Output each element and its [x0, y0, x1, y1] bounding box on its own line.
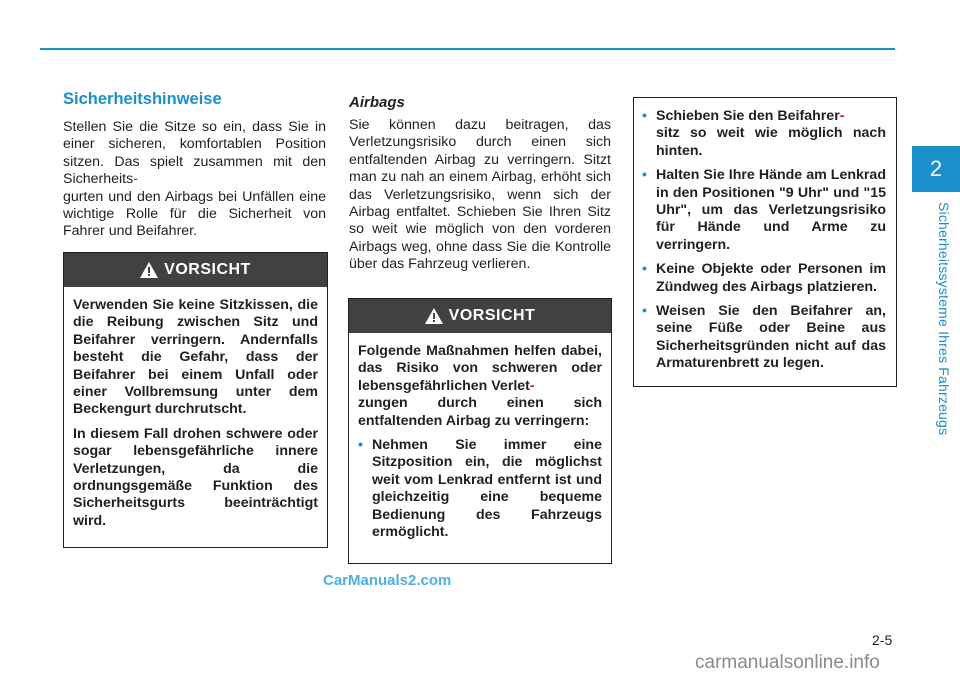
caution-header [64, 253, 327, 287]
section-title: Sicherheitshinweise [63, 90, 222, 108]
list-item: • Weisen Sie den Beifahrer an, seine Füße oder Beine aus Sicherheitsgründen nicht auf das Armaturenbrett zu legen. [642, 303, 886, 372]
section-title: Airbags [349, 94, 405, 111]
caution-paragraph: Verwenden Sie keine Sitzkissen, die die Reibung zwischen Sitz und Beifahrer verringern. Andernfalls besteht die Gefahr, dass der Beifahrer bei einem Unfall oder einer Vollbremsung unter dem Beckengurt durchrutscht. [73, 297, 318, 418]
caution-list [358, 437, 602, 541]
caution-paragraph: Folgende Maßnahmen helfen dabei, das Risiko von schweren oder lebensgefährlichen Verlet- zungen durch einen sich entfaltenden Airbag zu verringern: [358, 343, 602, 429]
list-item: • Nehmen Sie immer eine Sitzposition ein, die möglichst weit vom Lenkrad entfernt ist und gleichzeitig eine bequeme Bedienung des Fahrzeugs ermöglicht. [358, 437, 602, 541]
chapter-title: Sicherheitssysteme Ihres Fahrzeugs [936, 202, 952, 436]
caution-label: VORSICHT [448, 307, 536, 324]
section-safety-notes [63, 90, 326, 241]
header-rule [40, 48, 895, 50]
caution-label: VORSICHT [164, 261, 251, 278]
chapter-number-tab: 2 [912, 146, 960, 192]
page-number: 2-5 [872, 632, 893, 648]
list-item: • Keine Objekte oder Personen im Zündweg des Airbags platzieren. [642, 261, 886, 295]
warning-triangle-icon [425, 308, 443, 324]
section-paragraph: Sie können dazu beitragen, das Verletzungsrisiko durch einen sich entfaltenden Airbag zu verringern. Sitzt man zu nah an einem Airbag, erhöht sich das Verletzungsrisiko, wenn sich der Airbag entfaltet. Schieben Sie Ihren Sitz so weit wie möglich von den vorderen Airbags weg, ohne dass Sie die Kontrolle über das Fahrzeug verlieren. [349, 117, 611, 273]
caution-box-continued [633, 97, 897, 387]
list-item: • Halten Sie Ihre Hände am Lenkrad in den Positionen "9 Uhr" und "15 Uhr", um das Verletzungsrisiko für Hände und Arme zu verringern. [642, 167, 886, 253]
caution-box-seat-cushions [63, 252, 328, 548]
caution-box-airbag-measures [348, 298, 612, 564]
caution-paragraph: In diesem Fall drohen schwere oder sogar lebensgefährliche innere Verletzungen, da die ordnungsgemäße Funktion des Sicherheitsgurts beeinträchtigt wird. [73, 425, 318, 529]
site-watermark: carmanualsonline.info [695, 652, 880, 673]
caution-list [642, 108, 886, 373]
section-airbags [349, 94, 611, 274]
warning-triangle-icon [140, 262, 158, 278]
caution-header [349, 299, 611, 333]
watermark-link[interactable]: CarManuals2.com [323, 572, 452, 589]
section-paragraph: Stellen Sie die Sitze so ein, dass Sie in einer sicheren, komfortablen Position sitzen. Das spielt zusammen mit den Sicherheits- gurten und den Airbags bei Unfällen eine wichtige Rolle für die Sicherheit von Fahrer und Beifahrer. [63, 119, 326, 240]
list-item: • Schieben Sie den Beifahrer- sitz so weit wie möglich nach hinten. [642, 108, 886, 159]
